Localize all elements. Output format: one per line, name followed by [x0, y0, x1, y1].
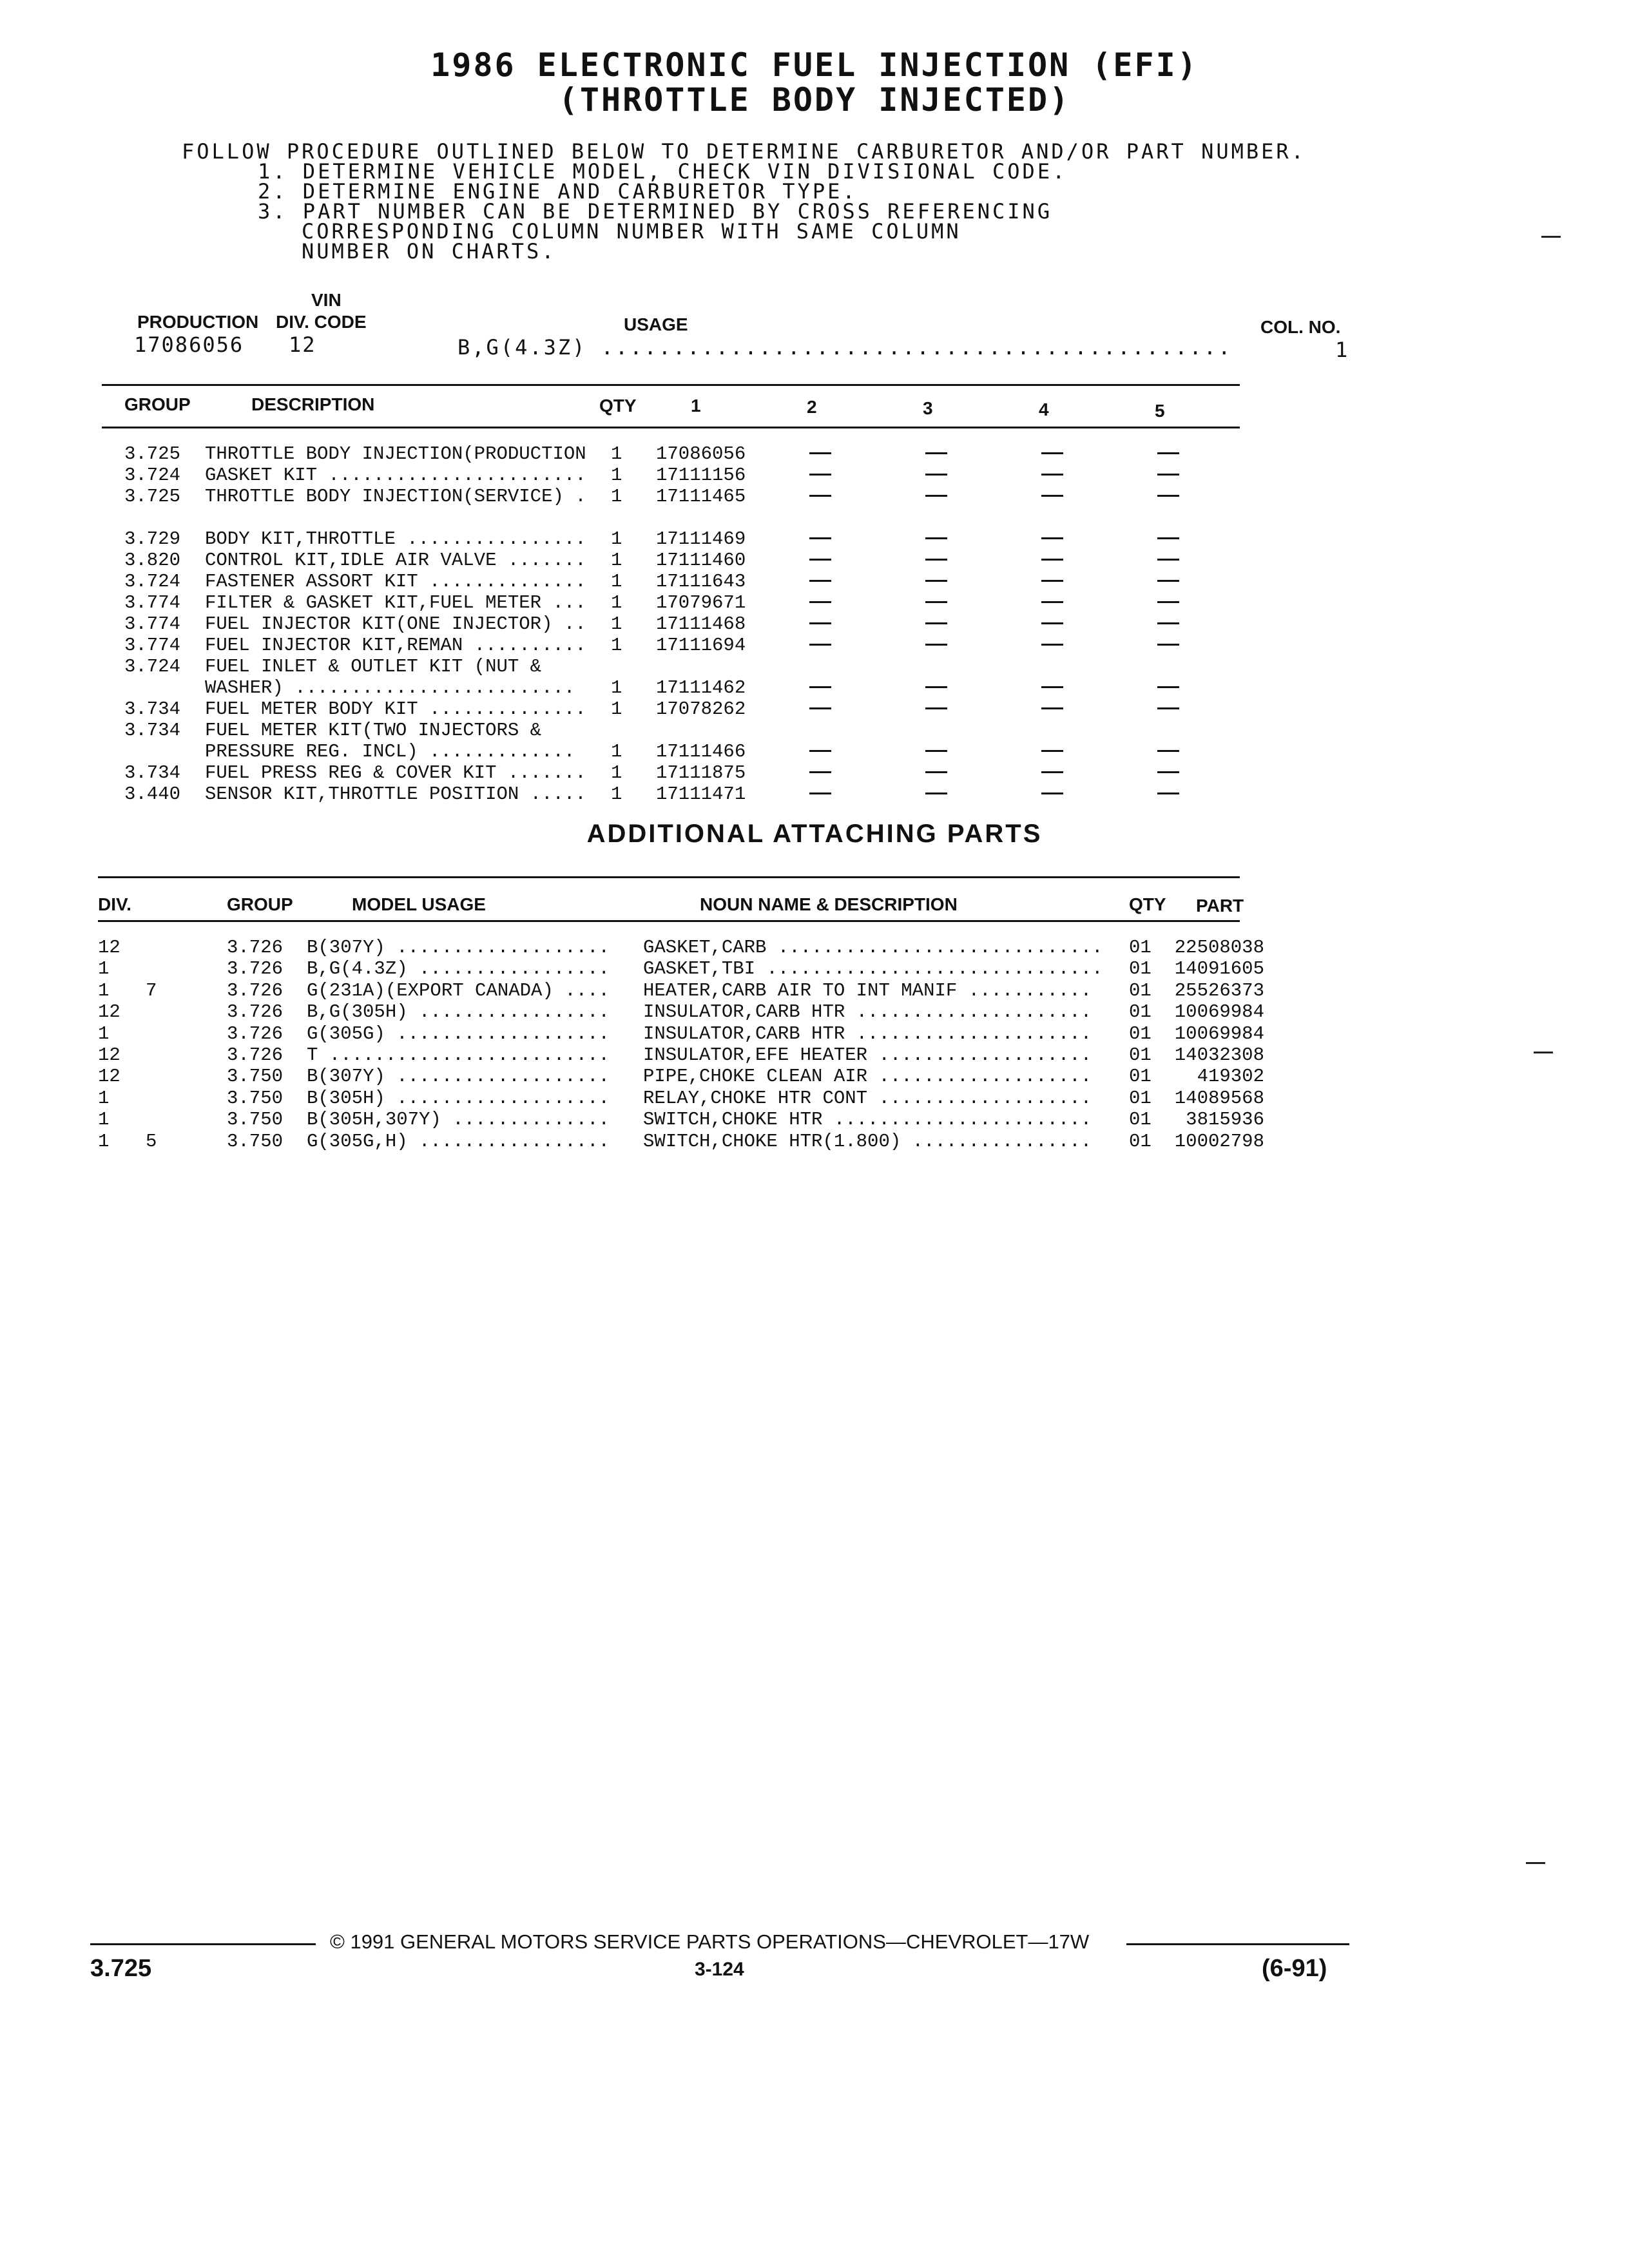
row-model-usage: B,G(305H) .................	[307, 1001, 610, 1023]
vin-label: VIN	[311, 290, 342, 310]
production-label: PRODUCTION	[137, 312, 259, 332]
row-description: FUEL INJECTOR KIT(ONE INJECTOR) ..	[205, 613, 586, 635]
row-div: 12	[98, 1066, 120, 1088]
row-qty: 1	[611, 465, 622, 486]
row-model-usage: B(307Y) ...................	[307, 937, 610, 958]
row-part-number: 14089568	[1174, 1087, 1264, 1109]
additional-header-rule	[98, 920, 1240, 922]
row-qty: 1	[611, 571, 622, 592]
footer-rule-right	[1126, 1943, 1349, 1945]
margin-mark	[1534, 1052, 1553, 1053]
col-no-value: 1	[1335, 338, 1348, 362]
no-entry-dash	[925, 750, 947, 752]
main-table-top-rule	[102, 384, 1240, 386]
row-qty: 1	[611, 783, 622, 805]
page-title: 1986 ELECTRONIC FUEL INJECTION (EFI)	[430, 46, 1199, 84]
row-sub-code: 7	[146, 979, 157, 1001]
row-part-number: 14032308	[1174, 1044, 1264, 1066]
footer-date: (6-91)	[1262, 1955, 1327, 1982]
row-group: 3.726	[227, 979, 284, 1001]
row-part-number: 17111875	[656, 762, 746, 783]
row-qty: 01	[1129, 1066, 1152, 1088]
row-noun-description: INSULATOR,CARB HTR .....................	[643, 1001, 1092, 1023]
row-model-usage: G(231A)(EXPORT CANADA) ....	[307, 979, 610, 1001]
row-div: 12	[98, 1044, 120, 1066]
row-part-number: 25526373	[1174, 979, 1264, 1001]
row-qty: 01	[1129, 958, 1152, 980]
col-header-5: 5	[1155, 401, 1165, 421]
add-header-part: PART	[1196, 896, 1244, 916]
row-description: FUEL INJECTOR KIT,REMAN ..........	[205, 635, 586, 656]
row-qty: 1	[611, 443, 622, 465]
row-div: 12	[98, 937, 120, 958]
no-entry-dash	[1041, 686, 1063, 688]
row-part-number: 17111468	[656, 613, 746, 635]
row-qty: 01	[1129, 1044, 1152, 1066]
row-description: FUEL PRESS REG & COVER KIT .......	[205, 762, 586, 783]
col-header-group: GROUP	[124, 394, 191, 414]
row-group: 3.774	[124, 635, 181, 656]
row-model-usage: B(305H) ...................	[307, 1087, 610, 1109]
row-group: 3.726	[227, 1044, 284, 1066]
no-entry-dash	[809, 793, 831, 794]
row-part-number: 17079671	[656, 592, 746, 613]
row-qty: 01	[1129, 1109, 1152, 1131]
row-div: 1	[98, 979, 110, 1001]
row-part-number: 419302	[1197, 1066, 1264, 1088]
no-entry-dash	[1041, 644, 1063, 646]
row-model-usage: B(307Y) ...................	[307, 1066, 610, 1088]
row-group: 3.774	[124, 613, 181, 635]
add-header-model-usage: MODEL USAGE	[352, 894, 486, 914]
usage-value: B,G(4.3Z) ............................................	[458, 335, 1233, 360]
row-noun-description: HEATER,CARB AIR TO INT MANIF ...........	[643, 979, 1092, 1001]
no-entry-dash	[1157, 474, 1179, 476]
footer-page-number: 3-124	[695, 1959, 744, 1980]
row-part-number: 17111694	[656, 635, 746, 656]
row-part-number: 10069984	[1174, 1001, 1264, 1023]
row-part-number: 17111465	[656, 486, 746, 507]
row-description: SENSOR KIT,THROTTLE POSITION .....	[205, 783, 586, 805]
no-entry-dash	[925, 452, 947, 454]
no-entry-dash	[1157, 452, 1179, 454]
add-header-noun: NOUN NAME & DESCRIPTION	[700, 894, 958, 914]
row-qty: 1	[611, 762, 622, 783]
row-part-number: 17111469	[656, 528, 746, 550]
no-entry-dash	[1041, 537, 1063, 539]
row-qty: 1	[611, 635, 622, 656]
row-model-usage: G(305G) ...................	[307, 1023, 610, 1044]
row-qty: 1	[611, 677, 622, 698]
row-group: 3.774	[124, 592, 181, 613]
row-model-usage: B,G(4.3Z) .................	[307, 958, 610, 980]
additional-heading: ADDITIONAL ATTACHING PARTS	[586, 820, 1043, 848]
no-entry-dash	[809, 452, 831, 454]
row-group: 3.440	[124, 783, 181, 805]
no-entry-dash	[925, 793, 947, 794]
no-entry-dash	[925, 707, 947, 709]
no-entry-dash	[1157, 644, 1179, 646]
row-qty: 1	[611, 698, 622, 720]
no-entry-dash	[1041, 622, 1063, 624]
row-description: FILTER & GASKET KIT,FUEL METER ...	[205, 592, 586, 613]
row-part-number: 17111462	[656, 677, 746, 698]
no-entry-dash	[809, 771, 831, 773]
row-noun-description: PIPE,CHOKE CLEAN AIR ...................	[643, 1066, 1092, 1088]
row-noun-description: GASKET,CARB .............................	[643, 937, 1103, 958]
col-header-description: DESCRIPTION	[251, 394, 375, 414]
row-qty: 1	[611, 550, 622, 571]
instruction-step-1: 1. DETERMINE VEHICLE MODEL, CHECK VIN DIVISIONAL CODE.	[258, 159, 1068, 184]
no-entry-dash	[809, 537, 831, 539]
row-noun-description: GASKET,TBI ..............................	[643, 958, 1103, 980]
row-group: 3.725	[124, 443, 181, 465]
row-part-number: 3815936	[1186, 1109, 1264, 1131]
no-entry-dash	[1041, 707, 1063, 709]
row-description: THROTTLE BODY INJECTION(PRODUCTION	[205, 443, 586, 465]
row-group: 3.820	[124, 550, 181, 571]
no-entry-dash	[1041, 750, 1063, 752]
instruction-step-3: 3. PART NUMBER CAN BE DETERMINED BY CROSS REFERENCING	[258, 199, 1053, 224]
page-subtitle: (THROTTLE BODY INJECTED)	[558, 81, 1071, 119]
row-description: FUEL METER KIT(TWO INJECTORS &	[205, 720, 542, 741]
no-entry-dash	[1157, 686, 1179, 688]
margin-mark	[1541, 236, 1561, 238]
div-code-label: DIV. CODE	[276, 312, 367, 332]
row-model-usage: B(305H,307Y) ..............	[307, 1109, 610, 1131]
footer-rule-left	[90, 1943, 316, 1945]
no-entry-dash	[1041, 793, 1063, 794]
no-entry-dash	[1041, 495, 1063, 497]
col-header-4: 4	[1039, 399, 1049, 419]
row-div: 1	[98, 958, 110, 980]
row-description: FUEL INLET & OUTLET KIT (NUT &	[205, 656, 542, 677]
row-part-number: 17111471	[656, 783, 746, 805]
no-entry-dash	[925, 686, 947, 688]
row-group: 3.734	[124, 698, 181, 720]
no-entry-dash	[925, 495, 947, 497]
row-noun-description: RELAY,CHOKE HTR CONT ...................	[643, 1087, 1092, 1109]
row-qty: 1	[611, 528, 622, 550]
row-qty: 01	[1129, 937, 1152, 958]
row-group: 3.726	[227, 1023, 284, 1044]
additional-top-rule	[98, 876, 1240, 878]
no-entry-dash	[809, 474, 831, 476]
row-group: 3.750	[227, 1087, 284, 1109]
row-group: 3.724	[124, 656, 181, 677]
add-header-group: GROUP	[227, 894, 293, 914]
no-entry-dash	[809, 707, 831, 709]
no-entry-dash	[1157, 771, 1179, 773]
row-group: 3.724	[124, 465, 181, 486]
row-description: FASTENER ASSORT KIT ..............	[205, 571, 586, 592]
row-qty: 01	[1129, 1023, 1152, 1044]
no-entry-dash	[1157, 793, 1179, 794]
no-entry-dash	[809, 686, 831, 688]
row-qty: 01	[1129, 979, 1152, 1001]
row-part-number: 17111460	[656, 550, 746, 571]
row-description: PRESSURE REG. INCL) .............	[205, 741, 575, 762]
row-group: 3.750	[227, 1109, 284, 1131]
col-no-label: COL. NO.	[1260, 317, 1341, 337]
usage-label: USAGE	[624, 314, 688, 334]
row-div: 1	[98, 1087, 110, 1109]
main-table-header-rule	[102, 427, 1240, 428]
row-group: 3.729	[124, 528, 181, 550]
no-entry-dash	[1041, 601, 1063, 603]
row-model-usage: G(305G,H) .................	[307, 1130, 610, 1152]
footer-group-number: 3.725	[90, 1955, 152, 1982]
row-description: THROTTLE BODY INJECTION(SERVICE) .	[205, 486, 586, 507]
row-group: 3.726	[227, 958, 284, 980]
no-entry-dash	[925, 474, 947, 476]
col-header-1: 1	[691, 396, 701, 416]
footer-copyright: © 1991 GENERAL MOTORS SERVICE PARTS OPERATIONS—CHEVROLET—17W	[330, 1930, 1090, 1953]
no-entry-dash	[1157, 622, 1179, 624]
row-part-number: 17111466	[656, 741, 746, 762]
row-noun-description: SWITCH,CHOKE HTR(1.800) ................	[643, 1130, 1092, 1152]
row-div: 1	[98, 1109, 110, 1131]
row-part-number: 14091605	[1174, 958, 1264, 980]
row-part-number: 17086056	[656, 443, 746, 465]
row-div: 1	[98, 1130, 110, 1152]
no-entry-dash	[925, 601, 947, 603]
row-description: GASKET KIT .......................	[205, 465, 586, 486]
row-description: BODY KIT,THROTTLE ................	[205, 528, 586, 550]
instruction-step-3-cont2: NUMBER ON CHARTS.	[302, 239, 557, 264]
instruction-step-3-cont: CORRESPONDING COLUMN NUMBER WITH SAME COLUMN	[302, 219, 961, 244]
row-qty: 1	[611, 613, 622, 635]
row-group: 3.725	[124, 486, 181, 507]
no-entry-dash	[1157, 601, 1179, 603]
no-entry-dash	[1157, 559, 1179, 561]
production-value: 17086056	[134, 332, 244, 357]
no-entry-dash	[809, 580, 831, 582]
col-header-3: 3	[923, 398, 933, 418]
no-entry-dash	[1157, 495, 1179, 497]
no-entry-dash	[1041, 474, 1063, 476]
no-entry-dash	[925, 644, 947, 646]
no-entry-dash	[1041, 559, 1063, 561]
row-group: 3.726	[227, 1001, 284, 1023]
row-model-usage: T .........................	[307, 1044, 610, 1066]
instruction-step-2: 2. DETERMINE ENGINE AND CARBURETOR TYPE.	[258, 179, 858, 204]
col-header-qty: QTY	[599, 396, 637, 416]
row-group: 3.726	[227, 937, 284, 958]
row-part-number: 17078262	[656, 698, 746, 720]
row-noun-description: INSULATOR,EFE HEATER ...................	[643, 1044, 1092, 1066]
no-entry-dash	[925, 559, 947, 561]
no-entry-dash	[809, 601, 831, 603]
row-group: 3.750	[227, 1130, 284, 1152]
no-entry-dash	[809, 495, 831, 497]
row-noun-description: SWITCH,CHOKE HTR .......................	[643, 1109, 1092, 1131]
no-entry-dash	[1041, 452, 1063, 454]
row-div: 1	[98, 1023, 110, 1044]
no-entry-dash	[809, 559, 831, 561]
margin-mark	[1526, 1862, 1545, 1864]
add-header-qty: QTY	[1129, 894, 1166, 914]
div-code-value: 12	[289, 332, 316, 357]
row-group: 3.724	[124, 571, 181, 592]
row-sub-code: 5	[146, 1130, 157, 1152]
instructions-intro: FOLLOW PROCEDURE OUTLINED BELOW TO DETERMINE CARBURETOR AND/OR PART NUMBER.	[182, 139, 1306, 164]
no-entry-dash	[809, 750, 831, 752]
row-group: 3.734	[124, 720, 181, 741]
no-entry-dash	[809, 644, 831, 646]
row-div: 12	[98, 1001, 120, 1023]
no-entry-dash	[925, 537, 947, 539]
row-qty: 01	[1129, 1087, 1152, 1109]
no-entry-dash	[809, 622, 831, 624]
row-noun-description: INSULATOR,CARB HTR .....................	[643, 1023, 1092, 1044]
row-qty: 1	[611, 486, 622, 507]
row-part-number: 17111643	[656, 571, 746, 592]
no-entry-dash	[1041, 771, 1063, 773]
row-qty: 01	[1129, 1130, 1152, 1152]
col-header-2: 2	[807, 397, 817, 417]
row-part-number: 10002798	[1174, 1130, 1264, 1152]
row-part-number: 17111156	[656, 465, 746, 486]
no-entry-dash	[1157, 750, 1179, 752]
row-qty: 01	[1129, 1001, 1152, 1023]
no-entry-dash	[925, 622, 947, 624]
row-description: WASHER) .........................	[205, 677, 575, 698]
add-header-div: DIV.	[98, 894, 131, 914]
no-entry-dash	[1157, 580, 1179, 582]
row-group: 3.734	[124, 762, 181, 783]
no-entry-dash	[925, 580, 947, 582]
row-part-number: 22508038	[1174, 937, 1264, 958]
row-group: 3.750	[227, 1066, 284, 1088]
no-entry-dash	[925, 771, 947, 773]
row-description: CONTROL KIT,IDLE AIR VALVE .......	[205, 550, 586, 571]
row-part-number: 10069984	[1174, 1023, 1264, 1044]
row-qty: 1	[611, 741, 622, 762]
row-description: FUEL METER BODY KIT ..............	[205, 698, 586, 720]
no-entry-dash	[1041, 580, 1063, 582]
no-entry-dash	[1157, 707, 1179, 709]
no-entry-dash	[1157, 537, 1179, 539]
row-qty: 1	[611, 592, 622, 613]
